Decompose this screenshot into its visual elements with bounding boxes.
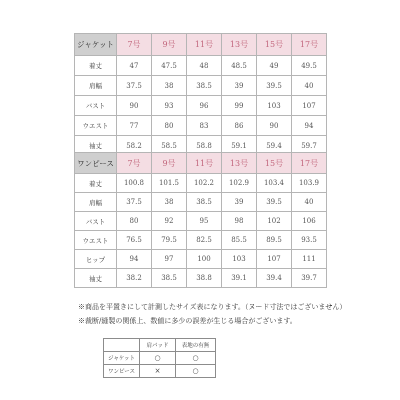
table-row bbox=[75, 56, 327, 76]
onepiece-header-row bbox=[75, 153, 327, 174]
table-row bbox=[75, 231, 327, 250]
table-cell: 99 bbox=[222, 96, 257, 116]
table-cell: 95 bbox=[187, 212, 222, 231]
row-label: 肩幅 bbox=[75, 76, 117, 96]
lining-table bbox=[103, 338, 216, 378]
table-cell: 86 bbox=[222, 116, 257, 136]
onepiece-table-title: ワンピース bbox=[75, 153, 117, 174]
table-cell: 85.5 bbox=[222, 231, 257, 250]
table-cell: 39.1 bbox=[222, 269, 257, 288]
table-cell: × bbox=[140, 365, 176, 378]
row-label: ヒップ bbox=[75, 250, 117, 269]
size-header: 7号 bbox=[117, 153, 152, 174]
outer-fabric-header: 表地の有無 bbox=[176, 339, 216, 352]
jacket-header-row bbox=[75, 34, 327, 56]
row-label: ワンピース bbox=[104, 365, 140, 378]
table-cell: 98 bbox=[222, 212, 257, 231]
table-row bbox=[75, 269, 327, 288]
table-row bbox=[75, 116, 327, 136]
size-header: 17号 bbox=[292, 34, 327, 56]
table-cell: 79.5 bbox=[152, 231, 187, 250]
table-cell: 107 bbox=[257, 250, 292, 269]
table-cell: 47 bbox=[117, 56, 152, 76]
table-cell: 90 bbox=[117, 96, 152, 116]
table-cell: 90 bbox=[257, 116, 292, 136]
table-cell: 58.8 bbox=[187, 136, 222, 156]
onepiece-size-table bbox=[74, 152, 327, 288]
table-cell: 93 bbox=[152, 96, 187, 116]
table-cell: 100 bbox=[187, 250, 222, 269]
table-cell: 49.5 bbox=[292, 56, 327, 76]
table-cell: 48 bbox=[187, 56, 222, 76]
size-header: 15号 bbox=[257, 34, 292, 56]
table-cell: 103 bbox=[222, 250, 257, 269]
size-header: 17号 bbox=[292, 153, 327, 174]
table-row bbox=[104, 352, 216, 365]
table-cell: 37.5 bbox=[117, 76, 152, 96]
table-cell: 83 bbox=[187, 116, 222, 136]
table-cell: 102.2 bbox=[187, 174, 222, 193]
table-cell: 39.7 bbox=[292, 269, 327, 288]
table-cell: 49 bbox=[257, 56, 292, 76]
table-cell: 101.5 bbox=[152, 174, 187, 193]
table-cell: 59.4 bbox=[257, 136, 292, 156]
table-cell: 96 bbox=[187, 96, 222, 116]
jacket-size-table bbox=[74, 33, 327, 156]
table-cell: 38.5 bbox=[187, 193, 222, 212]
table-cell: 39 bbox=[222, 76, 257, 96]
row-label: ウエスト bbox=[75, 231, 117, 250]
table-cell: 107 bbox=[292, 96, 327, 116]
tolerance-note: ※裁断/縫製の関係上、数値に多少の誤差が生じる場合がございます。 bbox=[78, 317, 297, 325]
size-header: 9号 bbox=[152, 153, 187, 174]
table-cell: 94 bbox=[117, 250, 152, 269]
shoulder-pad-header: 肩パッド bbox=[140, 339, 176, 352]
table-cell: 39.5 bbox=[257, 193, 292, 212]
table-cell: 38.2 bbox=[117, 269, 152, 288]
table-cell: 94 bbox=[292, 116, 327, 136]
table-cell: 58.2 bbox=[117, 136, 152, 156]
table-cell: 59.1 bbox=[222, 136, 257, 156]
table-cell: 58.5 bbox=[152, 136, 187, 156]
table-cell: 80 bbox=[152, 116, 187, 136]
row-label: ウエスト bbox=[75, 116, 117, 136]
table-row bbox=[75, 76, 327, 96]
row-label: バスト bbox=[75, 96, 117, 116]
size-header: 9号 bbox=[152, 34, 187, 56]
size-header: 13号 bbox=[222, 34, 257, 56]
row-label: 袖丈 bbox=[75, 136, 117, 156]
table-row bbox=[75, 250, 327, 269]
table-cell: 39.5 bbox=[257, 76, 292, 96]
table-cell: 39 bbox=[222, 193, 257, 212]
table-cell: 97 bbox=[152, 250, 187, 269]
table-cell: 39.4 bbox=[257, 269, 292, 288]
row-label: 袖丈 bbox=[75, 269, 117, 288]
row-label: バスト bbox=[75, 212, 117, 231]
table-row bbox=[75, 212, 327, 231]
table-cell: 76.5 bbox=[117, 231, 152, 250]
table-cell: 111 bbox=[292, 250, 327, 269]
table-row bbox=[75, 174, 327, 193]
table-row bbox=[75, 96, 327, 116]
table-cell: 40 bbox=[292, 193, 327, 212]
table-cell: 80 bbox=[117, 212, 152, 231]
size-header: 11号 bbox=[187, 153, 222, 174]
table-cell: 82.5 bbox=[187, 231, 222, 250]
lining-corner bbox=[104, 339, 140, 352]
row-label: 着丈 bbox=[75, 56, 117, 76]
table-cell: ○ bbox=[140, 352, 176, 365]
jacket-table-title: ジャケット bbox=[75, 34, 117, 56]
table-cell: 92 bbox=[152, 212, 187, 231]
table-row bbox=[75, 193, 327, 212]
table-cell: 38 bbox=[152, 193, 187, 212]
table-cell: 38.8 bbox=[187, 269, 222, 288]
lining-header-row bbox=[104, 339, 216, 352]
table-row bbox=[104, 365, 216, 378]
table-cell: ○ bbox=[176, 352, 216, 365]
table-cell: 106 bbox=[292, 212, 327, 231]
row-label: 肩幅 bbox=[75, 193, 117, 212]
measurement-note: ※商品を平置きにして計測したサイズ表になります。（ヌード寸法ではございません） bbox=[78, 303, 347, 311]
table-cell: 40 bbox=[292, 76, 327, 96]
table-cell: 47.5 bbox=[152, 56, 187, 76]
table-cell: 89.5 bbox=[257, 231, 292, 250]
size-header: 13号 bbox=[222, 153, 257, 174]
row-label: ジャケット bbox=[104, 352, 140, 365]
size-header: 15号 bbox=[257, 153, 292, 174]
table-cell: 102.9 bbox=[222, 174, 257, 193]
table-cell: 48.5 bbox=[222, 56, 257, 76]
table-cell: 102 bbox=[257, 212, 292, 231]
table-cell: ○ bbox=[176, 365, 216, 378]
size-header: 7号 bbox=[117, 34, 152, 56]
table-cell: 38 bbox=[152, 76, 187, 96]
table-cell: 38.5 bbox=[152, 269, 187, 288]
table-cell: 103.4 bbox=[257, 174, 292, 193]
row-label: 着丈 bbox=[75, 174, 117, 193]
size-header: 11号 bbox=[187, 34, 222, 56]
table-cell: 103.9 bbox=[292, 174, 327, 193]
table-cell: 38.5 bbox=[187, 76, 222, 96]
table-cell: 59.7 bbox=[292, 136, 327, 156]
table-cell: 100.8 bbox=[117, 174, 152, 193]
table-cell: 103 bbox=[257, 96, 292, 116]
table-cell: 77 bbox=[117, 116, 152, 136]
table-cell: 37.5 bbox=[117, 193, 152, 212]
table-cell: 93.5 bbox=[292, 231, 327, 250]
